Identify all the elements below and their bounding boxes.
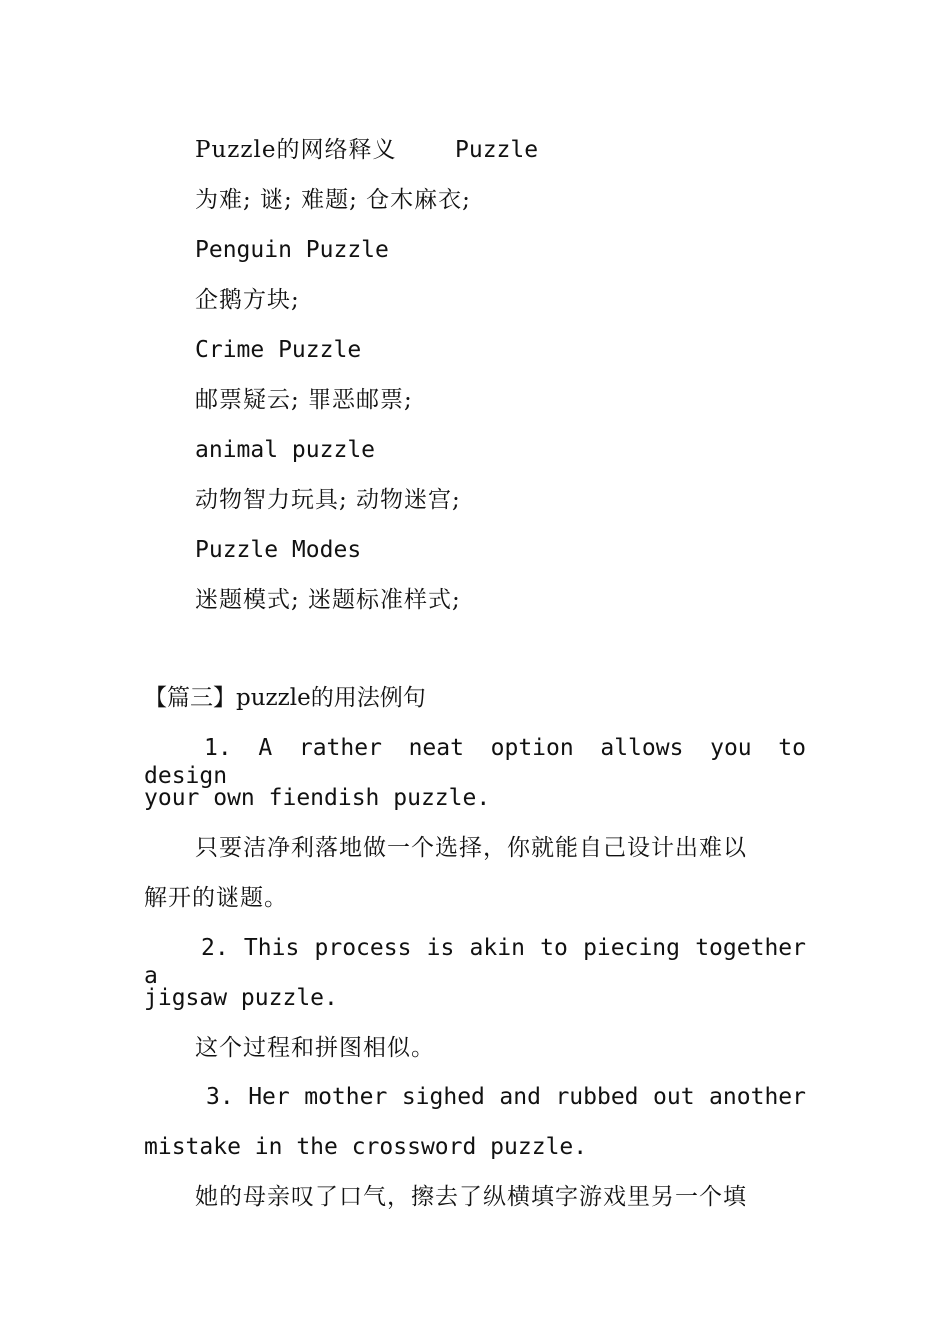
- definition-term: Penguin Puzzle: [195, 237, 389, 263]
- definition-meaning: 企鹅方块;: [195, 287, 300, 313]
- definition-meaning: 迷题模式; 迷题标准样式;: [195, 587, 461, 613]
- definition-term: animal puzzle: [195, 437, 376, 463]
- example-en-text: 3. Her mother sighed and rubbed out another: [206, 1084, 806, 1110]
- example-en-text: 2. This process is akin to piecing together a: [144, 935, 806, 989]
- example-en-text: 1. A rather neat option allows you to design: [144, 735, 806, 789]
- definition-meaning: 为难; 谜; 难题; 仓木麻衣;: [195, 187, 471, 213]
- section-title: 【篇三】puzzle的用法例句: [144, 685, 426, 711]
- example-cn-line-2: 解开的谜题。: [144, 885, 288, 911]
- definition-meaning: 邮票疑云; 罪恶邮票;: [195, 387, 413, 413]
- example-cn-line-1: 她的母亲叹了口气，擦去了纵横填字游戏里另一个填: [195, 1184, 747, 1210]
- example-en-line-1: [144, 734, 806, 790]
- example-en-line-1: [144, 934, 806, 990]
- definitions-header-right: Puzzle: [455, 137, 539, 163]
- example-en-line-2: your own fiendish puzzle.: [144, 785, 491, 811]
- example-en-line-2: mistake in the crossword puzzle.: [144, 1134, 588, 1160]
- definition-term: Crime Puzzle: [195, 337, 362, 363]
- example-en-line-1: [144, 1083, 806, 1111]
- definition-meaning: 动物智力玩具; 动物迷宫;: [195, 487, 461, 513]
- definitions-header-left: Puzzle的网络释义: [195, 137, 397, 163]
- example-cn-line-1: 只要洁净利落地做一个选择，你就能自己设计出难以: [195, 835, 747, 861]
- example-en-line-2: jigsaw puzzle.: [144, 985, 338, 1011]
- definition-term: Puzzle Modes: [195, 537, 362, 563]
- example-cn-line-1: 这个过程和拼图相似。: [195, 1035, 435, 1061]
